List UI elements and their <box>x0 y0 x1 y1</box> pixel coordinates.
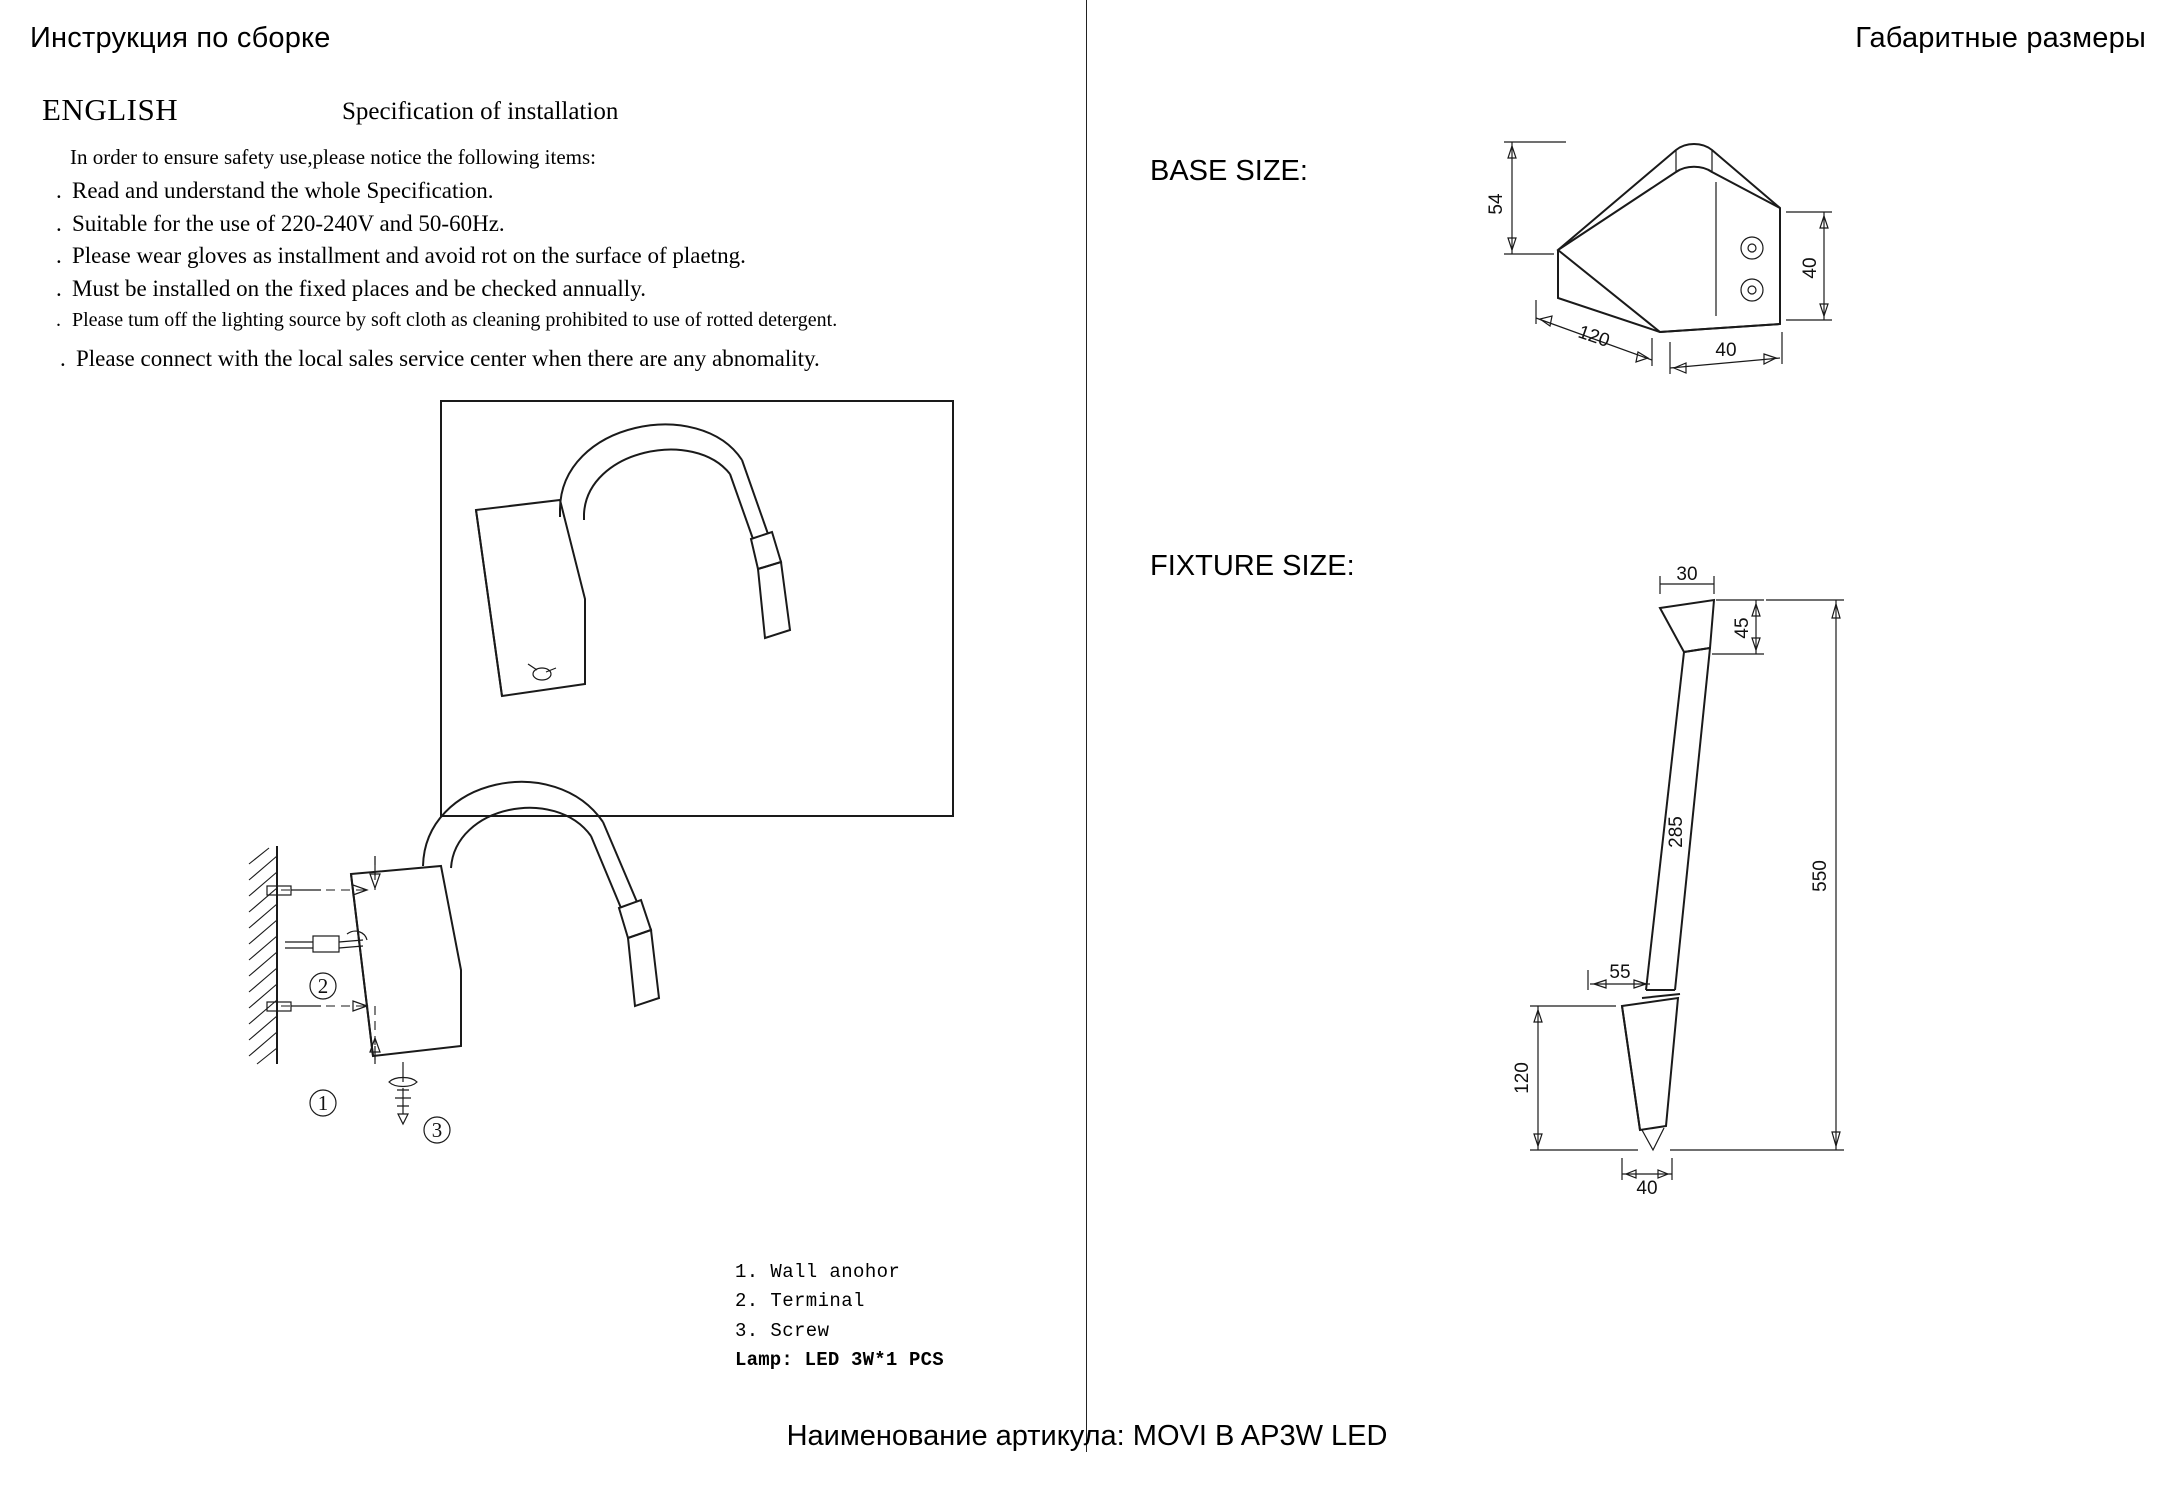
english-title: ENGLISH <box>42 92 179 127</box>
dim-base-length: 120 <box>1575 321 1613 352</box>
dim-base-bottom: 40 <box>1636 1178 1658 1199</box>
dim-base-width: 40 <box>1715 340 1737 361</box>
spec-item: . Suitable for the use of 220-240V and 50-60Hz. <box>56 210 505 236</box>
header-left-title: Инструкция по сборке <box>30 22 331 54</box>
dim-base-height-fixture: 120 <box>1512 1062 1533 1094</box>
spec-item: . Read and understand the whole Specification. <box>56 178 494 203</box>
spec-item: . Please tum off the lighting source by soft cloth as cleaning prohibited to use of rotted detergent. <box>56 308 838 331</box>
fixture-size-drawing <box>1470 564 1920 1440</box>
header-right-title: Габаритные размеры <box>1855 22 2146 54</box>
dim-head-height: 45 <box>1732 617 1753 639</box>
base-size-label: BASE SIZE: <box>1150 155 1308 187</box>
dim-base-top: 55 <box>1609 962 1631 983</box>
dim-total-height: 550 <box>1810 860 1831 892</box>
dim-base-height: 54 <box>1486 193 1507 215</box>
spec-item: . Please connect with the local sales service center when there are any abnomality. <box>60 346 820 372</box>
legend-lamp: Lamp: LED 3W*1 PCS <box>735 1349 944 1372</box>
product-drawing-frame <box>440 400 954 817</box>
spec-item: . Must be installed on the fixed places and be checked annually. <box>56 275 646 301</box>
legend-line: 1. Wall anohor <box>735 1261 901 1283</box>
legend-line: 2. Terminal <box>735 1290 865 1313</box>
legend-line: 3. Screw <box>735 1319 830 1342</box>
product-drawing <box>442 402 952 815</box>
article-name: Наименование артикула: MOVI B AP3W LED <box>786 1420 1388 1452</box>
parts-legend <box>735 1258 944 1376</box>
specification-list <box>56 175 956 376</box>
specification-lead: In order to ensure safety use,please notice the following items: <box>70 145 597 169</box>
callout-1: 1 <box>317 1091 329 1115</box>
callout-3: 3 <box>431 1118 443 1142</box>
fixture-size-label: FIXTURE SIZE: <box>1150 550 1355 582</box>
specification-title: Specification of installation <box>342 98 619 125</box>
vertical-divider <box>1086 0 1087 1452</box>
callout-2: 2 <box>317 974 329 998</box>
dim-head-width: 30 <box>1676 564 1698 585</box>
base-size-drawing <box>1480 120 1900 460</box>
dim-arm-length: 285 <box>1666 816 1687 848</box>
dim-base-depth: 40 <box>1800 257 1821 279</box>
spec-item: . Please wear gloves as installment and avoid rot on the surface of plaetng. <box>56 243 746 269</box>
